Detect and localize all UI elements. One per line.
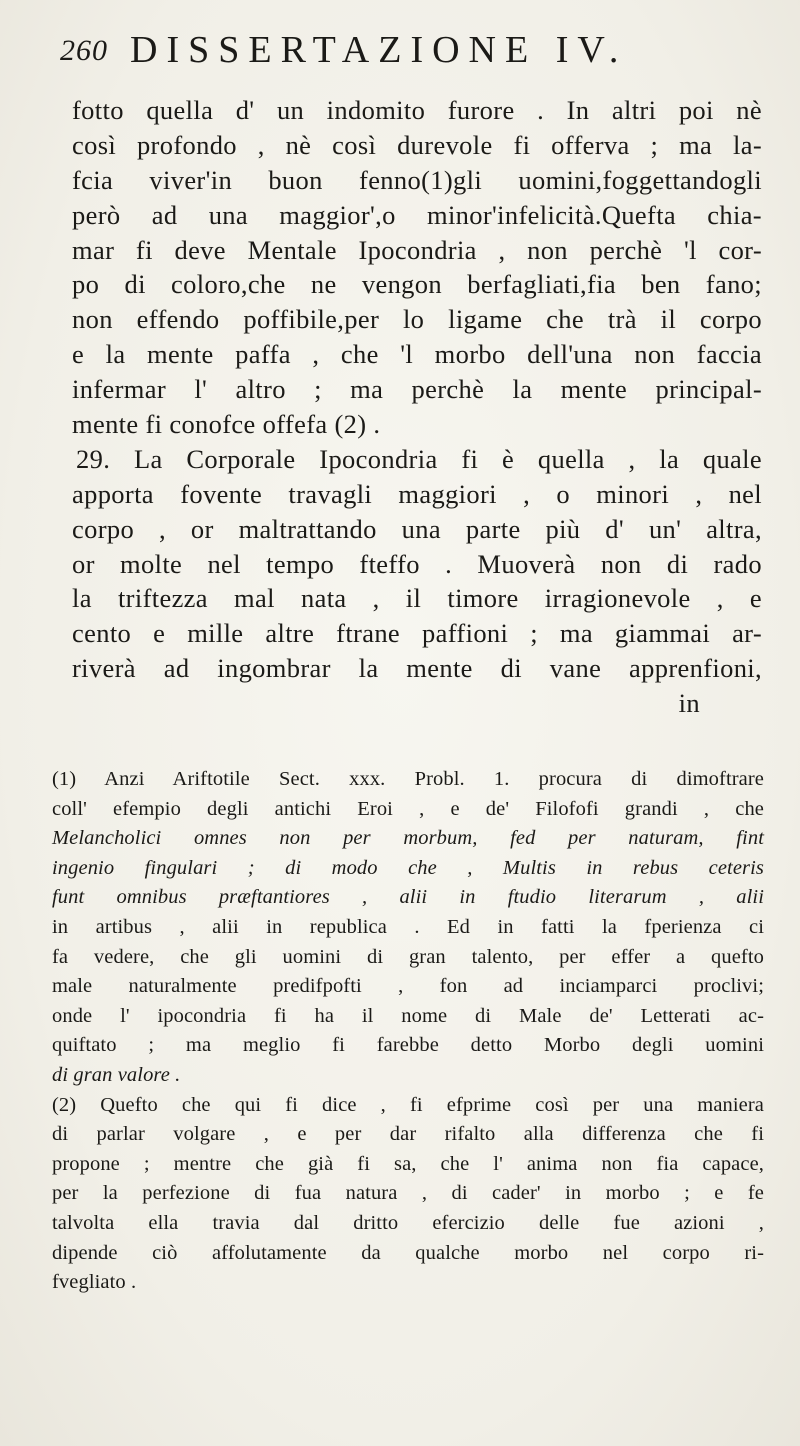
footnote-line: Melancholici omnes non per morbum, fed per naturam, fint xyxy=(52,827,764,850)
footnote-line: talvolta ella travia dal dritto efercizio delle fue azioni , xyxy=(52,1211,764,1234)
text-line: mente fi conofce offefa (2) . xyxy=(72,409,381,440)
footnote-line: male naturalmente predifpofti , fon ad inciamparci proclivi; xyxy=(52,975,764,998)
text-line: fotto quella d' un indomito furore . In altri poi nè xyxy=(72,95,762,125)
footnotes xyxy=(52,765,764,1298)
footnote-line: (1) Anzi Ariftotile Sect. xxx. Probl. 1. procura di dimoftrare xyxy=(52,768,764,790)
text-line: la triftezza mal nata , il timore irragionevole , e xyxy=(72,583,762,614)
text-line: or molte nel tempo fteffo . Muoverà non di rado xyxy=(72,548,762,579)
main-text xyxy=(72,93,762,721)
footnote-line: in artibus , alii in republica . Ed in fatti la fperienza ci xyxy=(52,915,764,938)
text-line: apporta fovente travagli maggiori , o minori , nel xyxy=(72,478,762,509)
text-line: 29. La Corporale Ipocondria fi è quella , la quale xyxy=(76,443,762,474)
footnote-line: per la perfezione di fua natura , di cader' in morbo ; e fe xyxy=(52,1182,764,1205)
footnote-line: onde l' ipocondria fi ha il nome di Male de' Letterati ac- xyxy=(52,1004,764,1027)
footnote-line: (2) Quefto che qui fi dice , fi efprime così per una maniera xyxy=(52,1093,764,1116)
text-line: fcia viver'in buon fenno(1)gli uomini,foggettandogli xyxy=(72,164,762,195)
text-line: cento e mille altre ftrane paffioni ; ma giammai ar- xyxy=(72,618,762,649)
footnote-line: coll' efempio degli antichi Eroi , e de' Filofofi grandi , che xyxy=(52,797,764,820)
text-line: riverà ad ingombrar la mente di vane apprenfioni, xyxy=(72,653,762,684)
footnote-line: di gran valore . xyxy=(52,1063,181,1086)
text-line: però ad una maggior',o minor'infelicità.Quefta chia- xyxy=(72,199,762,230)
text-line: non effendo poffibile,per lo ligame che trà il corpo xyxy=(72,304,762,335)
footnote-line: funt omnibus præftantiores , alii in ftudio literarum , alii xyxy=(52,886,764,909)
text-line: infermar l' altro ; ma perchè la mente principal- xyxy=(72,374,762,405)
footnote-line: quiftato ; ma meglio fi farebbe detto Morbo degli uomini xyxy=(52,1034,764,1057)
footnote-line: propone ; mentre che già fi sa, che l' anima non fia capace, xyxy=(52,1152,764,1175)
page-number: 260 xyxy=(60,34,108,67)
footnote-line: fa vedere, che gli uomini di gran talento, per effer a quefto xyxy=(52,945,764,968)
footnote-line: fvegliato . xyxy=(52,1271,137,1294)
text-line: e la mente paffa , che 'l morbo dell'una non faccia xyxy=(72,339,762,370)
text-line: corpo , or maltrattando una parte più d' un' altra, xyxy=(72,513,762,544)
footnote-line: ingenio fingulari ; di modo che , Multis in rebus ceteris xyxy=(52,856,764,879)
catchword: in xyxy=(678,688,700,719)
running-head: DISSERTAZIONE IV. xyxy=(130,29,628,71)
footnote-line: di parlar volgare , e per dar rifalto alla differenza che fi xyxy=(52,1123,764,1146)
page-header xyxy=(60,28,760,78)
text-line: po di coloro,che ne vengon berfagliati,fia ben fano; xyxy=(72,269,762,300)
footnote-line: dipende ciò affolutamente da qualche morbo nel corpo ri- xyxy=(52,1241,764,1264)
text-line: mar fi deve Mentale Ipocondria , non perchè 'l cor- xyxy=(72,234,762,265)
text-line: così profondo , nè così durevole fi offerva ; ma la- xyxy=(72,129,762,160)
